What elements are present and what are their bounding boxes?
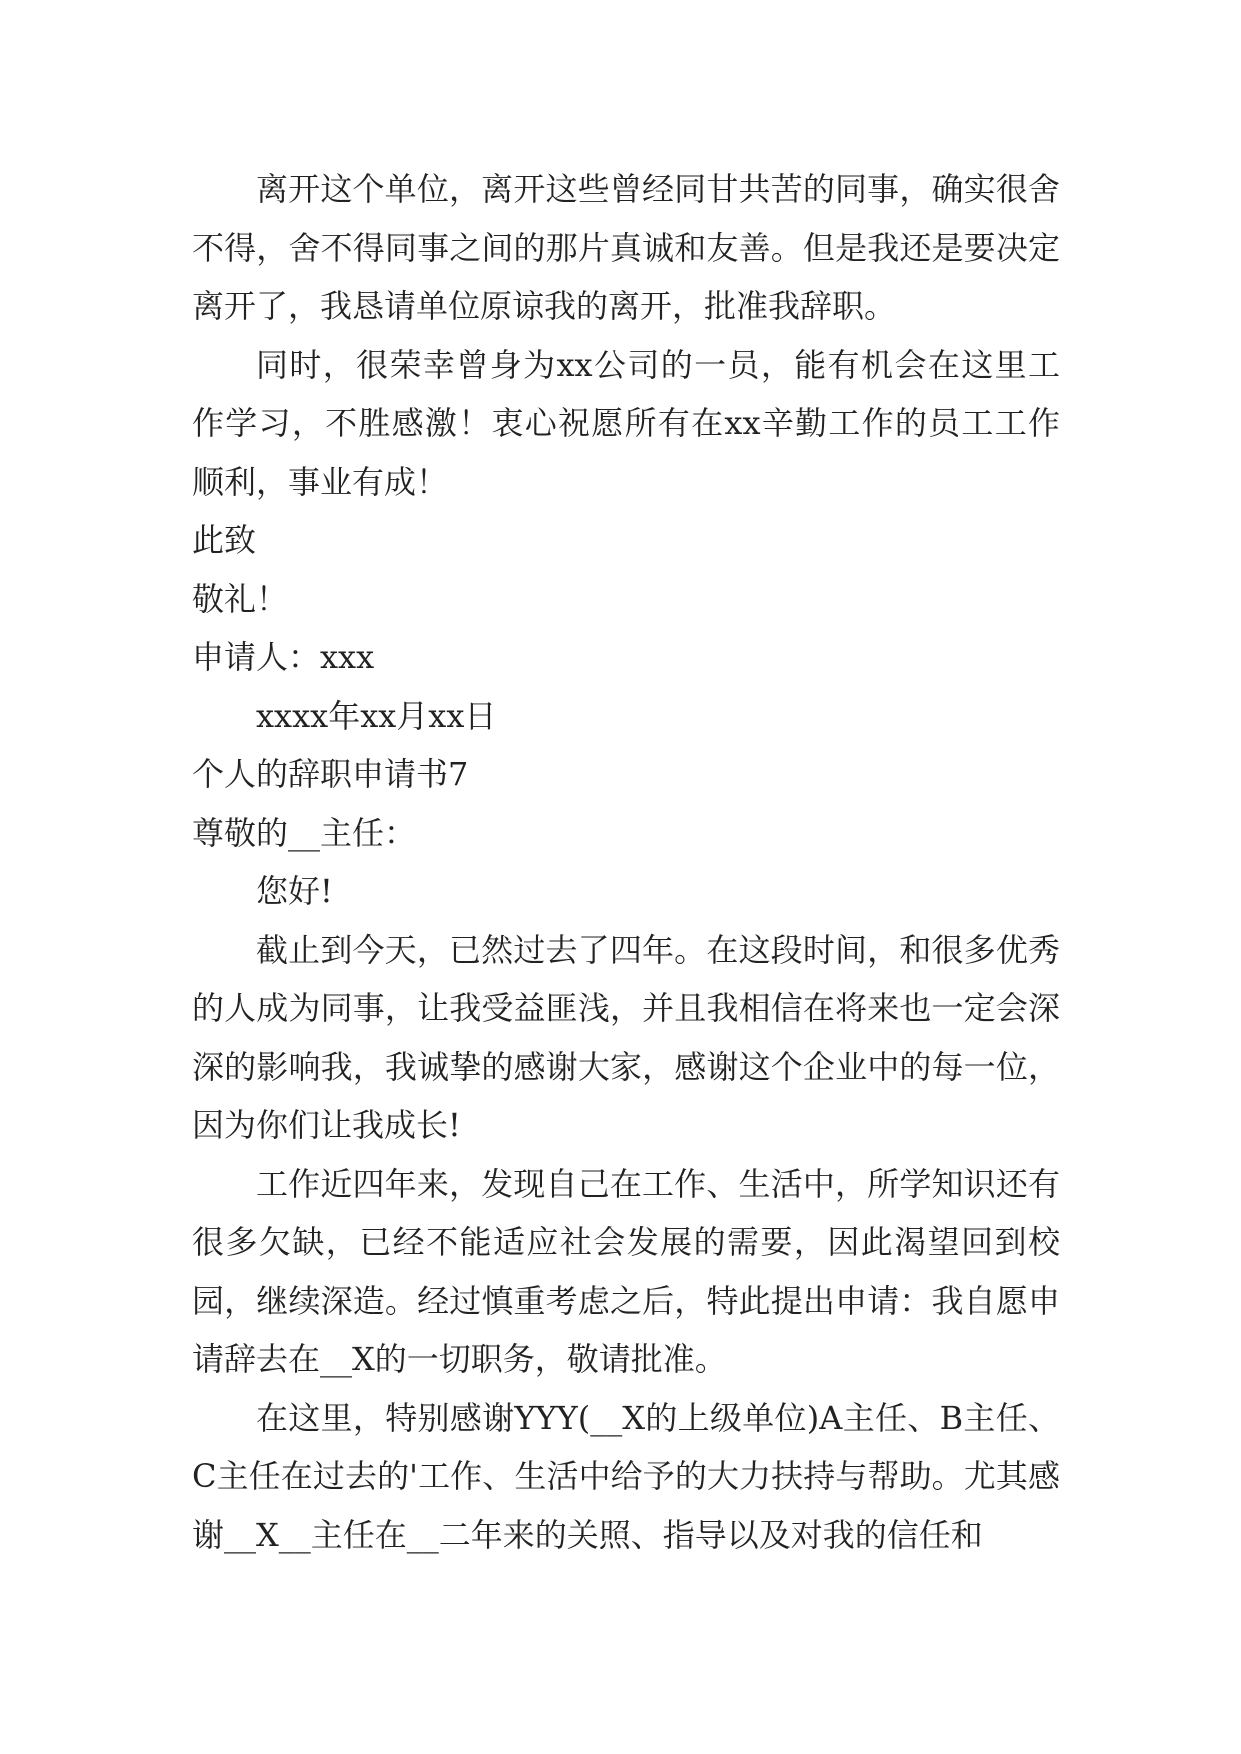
greeting: 您好! <box>256 872 333 910</box>
closing-jingli: 敬礼！ <box>192 579 289 618</box>
letter-body <box>192 160 1060 1564</box>
section-title: 个人的辞职申请书7 <box>192 755 469 793</box>
applicant-line: 申请人：xxx <box>192 638 375 676</box>
salutation: 尊敬的__主任： <box>192 813 417 852</box>
date-line: xxxx年xx月xx日 <box>256 696 497 735</box>
paragraph-leaving-unit: 离开这个单位，离开这些曾经同甘共苦的同事，确实很舍不得，舍不得同事之间的那片真诚和友善。但是我还是要决定离开了，我恳请单位原谅我的离开，批准我辞职。 <box>192 170 1060 325</box>
paragraph-thanks: 在这里，特别感谢YYY(__X的上级单位)A主任、B主任、C主任在过去的'工作、生活中给予的大力扶持与帮助。尤其感谢__X__主任在__二年来的关照、指导以及对我的信任和 <box>192 1398 1060 1554</box>
paragraph-gratitude: 同时，很荣幸曾身为xx公司的一员，能有机会在这里工作学习，不胜感激！衷心祝愿所有在xx辛勤工作的员工工作顺利，事业有成！ <box>192 345 1060 501</box>
paragraph-four-years: 截止到今天，已然过去了四年。在这段时间，和很多优秀的人成为同事，让我受益匪浅，并且我相信在将来也一定会深深的影响我，我诚挚的感谢大家，感谢这个企业中的每一位，因为你们让我成长! <box>192 930 1060 1144</box>
closing-cizhi: 此致 <box>192 521 257 559</box>
paragraph-resignation-reason: 工作近四年来，发现自己在工作、生活中，所学知识还有很多欠缺，已经不能适应社会发展的需要，因此渴望回到校园，继续深造。经过慎重考虑之后，特此提出申请：我自愿申请辞去在__X的一切职务，敬请批准。 <box>192 1164 1060 1378</box>
